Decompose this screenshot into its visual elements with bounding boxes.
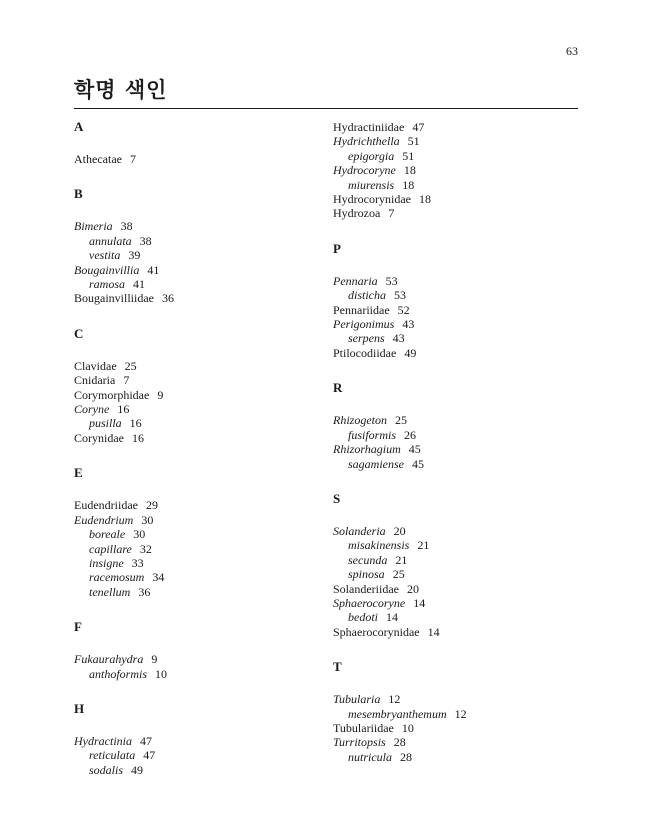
page-reference: 39 <box>128 248 141 263</box>
taxon-name: Turritopsis <box>333 735 386 750</box>
taxon-name: tenellum <box>89 584 131 599</box>
index-entry <box>333 692 573 706</box>
page-reference: 21 <box>395 552 408 567</box>
index-subentry <box>333 331 573 345</box>
index-entry <box>333 134 573 148</box>
index-section <box>333 381 573 471</box>
page-reference: 30 <box>133 527 146 542</box>
taxon-name: Cnidaria <box>74 373 116 388</box>
page-reference: 7 <box>388 206 395 221</box>
taxon-name: mesembryanthemum <box>348 706 447 721</box>
page-reference: 16 <box>117 402 130 417</box>
index-entry <box>74 734 314 748</box>
index-section <box>74 620 314 681</box>
index-section <box>74 327 314 445</box>
index-entry <box>74 388 314 402</box>
section-gap <box>74 445 314 466</box>
taxon-name: Hydrocoryne <box>333 163 396 178</box>
index-subentry <box>333 538 573 552</box>
page-reference: 25 <box>392 567 405 582</box>
page-reference: 33 <box>131 555 144 570</box>
taxon-name: Rhizorhagium <box>333 442 401 457</box>
taxon-name: sodalis <box>89 762 124 777</box>
taxon-name: Perigonimus <box>333 317 395 332</box>
index-entry <box>333 163 573 177</box>
taxon-name: serpens <box>348 331 385 346</box>
page-reference: 45 <box>412 456 424 471</box>
taxon-name: misakinensis <box>348 538 410 553</box>
section-letter: P <box>333 240 341 256</box>
page-reference: 20 <box>393 523 406 538</box>
index-section <box>333 120 573 221</box>
taxon-name: Eudendrium <box>74 512 134 527</box>
index-column-left <box>74 120 314 777</box>
taxon-name: Bimeria <box>74 219 113 234</box>
index-entry <box>74 652 314 666</box>
page-reference: 28 <box>400 749 412 764</box>
index-entry <box>333 206 573 220</box>
taxon-name: Tubulariidae <box>333 720 394 735</box>
index-section <box>333 242 573 360</box>
taxon-name: secunda <box>348 552 388 567</box>
index-subentry <box>333 149 573 163</box>
page-reference: 21 <box>417 538 430 553</box>
index-entry <box>74 513 314 527</box>
section-letter: R <box>333 380 343 396</box>
taxon-name: pusilla <box>89 416 122 431</box>
taxon-name: Fukaurahydra <box>74 652 144 667</box>
section-gap <box>333 639 573 660</box>
page-title: 학명 색인 <box>74 74 578 109</box>
taxon-name: Sphaerocorynidae <box>333 624 420 639</box>
section-gap <box>74 681 314 702</box>
taxon-name: Coryne <box>74 402 110 417</box>
page-reference: 47 <box>140 733 152 748</box>
taxon-name: Corynidae <box>74 430 124 445</box>
taxon-name: boreale <box>89 527 126 542</box>
index-subentry <box>333 567 573 581</box>
index-subentry <box>74 667 314 681</box>
section-letter: F <box>74 619 82 635</box>
index-subentry <box>333 553 573 567</box>
section-letter: C <box>74 325 84 341</box>
index-subentry <box>74 234 314 248</box>
index-subentry <box>333 288 573 302</box>
index-section <box>74 120 314 166</box>
section-gap <box>74 599 314 620</box>
page-reference: 20 <box>406 581 419 596</box>
section-gap <box>333 221 573 242</box>
taxon-name: bedoti <box>348 610 378 625</box>
index-entry <box>333 524 573 538</box>
index-subentry <box>333 178 573 192</box>
index-entry <box>333 192 573 206</box>
page-reference: 9 <box>151 652 158 667</box>
page-reference: 49 <box>131 762 144 777</box>
page-reference: 14 <box>413 595 426 610</box>
section-letter: E <box>74 465 83 481</box>
page-reference: 41 <box>147 262 160 277</box>
index-subentry <box>74 542 314 556</box>
taxon-name: Pennaria <box>333 273 378 288</box>
section-letter: S <box>333 490 341 506</box>
taxon-name: Sphaerocoryne <box>333 595 406 610</box>
index-subentry <box>74 277 314 291</box>
taxon-name: miurensis <box>348 177 395 192</box>
page-number: 63 <box>566 44 578 58</box>
index-entry <box>74 359 314 373</box>
index-subentry <box>74 763 314 777</box>
page-reference: 25 <box>395 413 407 428</box>
page-reference: 18 <box>403 163 416 178</box>
taxon-name: Hydrocorynidae <box>333 192 411 207</box>
section-gap <box>74 306 314 327</box>
page-reference: 26 <box>404 427 417 442</box>
section-gap <box>333 471 573 492</box>
page-reference: 18 <box>418 192 431 207</box>
index-subentry <box>333 428 573 442</box>
index-subentry <box>333 457 573 471</box>
index-entry <box>333 582 573 596</box>
index-entry <box>333 596 573 610</box>
page-reference: 43 <box>402 317 415 332</box>
page-reference: 49 <box>404 345 417 360</box>
taxon-name: Hydractiniidae <box>333 120 405 134</box>
section-gap <box>74 166 314 187</box>
section-gap <box>333 360 573 381</box>
page-reference: 43 <box>392 331 405 346</box>
index-section <box>74 702 314 777</box>
index-entry <box>74 219 314 233</box>
taxon-name: capillare <box>89 541 132 556</box>
page-reference: 30 <box>141 512 154 527</box>
page-reference: 36 <box>138 584 151 599</box>
index-subentry <box>74 585 314 599</box>
taxon-name: Corymorphidae <box>74 387 150 402</box>
page-reference: 28 <box>393 735 406 750</box>
index-entry <box>333 346 573 360</box>
page-reference: 12 <box>454 706 467 721</box>
index-subentry <box>74 527 314 541</box>
index-entry <box>333 625 573 639</box>
index-section <box>333 660 573 764</box>
index-subentry <box>333 750 573 764</box>
index-subentry <box>74 748 314 762</box>
index-subentry <box>74 248 314 262</box>
index-subentry <box>74 416 314 430</box>
page-reference: 7 <box>123 373 130 388</box>
page-reference: 41 <box>133 277 146 292</box>
page-reference: 45 <box>408 442 421 457</box>
page-reference: 47 <box>143 748 156 763</box>
page-reference: 18 <box>402 177 415 192</box>
taxon-name: Pennariidae <box>333 302 390 317</box>
index-entry <box>74 402 314 416</box>
index-subentry <box>74 570 314 584</box>
page-reference: 10 <box>401 720 414 735</box>
taxon-name: Clavidae <box>74 358 117 373</box>
page-reference: 51 <box>402 148 415 163</box>
taxon-name: vestita <box>89 248 121 263</box>
page-reference: 14 <box>386 610 398 625</box>
index-section <box>74 466 314 599</box>
taxon-name: nutricula <box>348 749 392 764</box>
page-reference: 51 <box>407 134 420 149</box>
page-reference: 10 <box>155 666 168 681</box>
page-reference: 47 <box>412 120 425 134</box>
page-reference: 38 <box>139 233 152 248</box>
taxon-name: disticha <box>348 288 386 303</box>
taxon-name: Solanderiidae <box>333 581 399 596</box>
taxon-name: Eudendriidae <box>74 498 138 513</box>
index-entry <box>333 303 573 317</box>
index-section <box>74 187 314 305</box>
page-reference: 16 <box>132 430 144 445</box>
page-reference: 38 <box>120 219 133 234</box>
taxon-name: Rhizogeton <box>333 413 387 428</box>
page-reference: 36 <box>162 291 174 306</box>
taxon-name: Hydrozoa <box>333 206 381 221</box>
page-reference: 29 <box>145 498 158 513</box>
page-reference: 7 <box>129 152 136 166</box>
taxon-name: Bougainvilliidae <box>74 291 154 306</box>
index-entry <box>333 413 573 427</box>
index-section <box>333 492 573 639</box>
index-entry <box>74 263 314 277</box>
taxon-name: Hydrichthella <box>333 134 400 149</box>
page-reference: 16 <box>129 416 142 431</box>
index-entry <box>333 317 573 331</box>
index-entry <box>74 291 314 305</box>
index-entry <box>333 442 573 456</box>
taxon-name: spinosa <box>348 567 385 582</box>
section-letter: A <box>74 119 84 134</box>
page-reference: 53 <box>385 273 398 288</box>
taxon-name: Solanderia <box>333 523 386 538</box>
taxon-name: racemosum <box>89 570 145 585</box>
index-entry <box>333 735 573 749</box>
taxon-name: reticulata <box>89 748 136 763</box>
page-reference: 25 <box>124 358 137 373</box>
taxon-name: Athecatae <box>74 152 122 166</box>
taxon-name: Bougainvillia <box>74 262 140 277</box>
page-reference: 32 <box>139 541 152 556</box>
page-reference: 14 <box>427 624 440 639</box>
page-reference: 52 <box>397 302 410 317</box>
index-entry <box>74 152 314 166</box>
index-column-right <box>333 120 573 764</box>
section-letter: H <box>74 700 85 716</box>
index-entry <box>333 274 573 288</box>
taxon-name: annulata <box>89 233 132 248</box>
taxon-name: epigorgia <box>348 148 395 163</box>
taxon-name: Hydractinia <box>74 733 132 748</box>
index-subentry <box>333 707 573 721</box>
index-entry <box>333 120 573 134</box>
taxon-name: ramosa <box>89 277 126 292</box>
index-entry <box>333 721 573 735</box>
index-entry <box>74 373 314 387</box>
index-subentry <box>333 610 573 624</box>
taxon-name: fusiformis <box>348 427 397 442</box>
page-reference: 34 <box>152 570 165 585</box>
section-letter: B <box>74 186 83 202</box>
section-letter: T <box>333 659 342 675</box>
index-subentry <box>74 556 314 570</box>
taxon-name: Tubularia <box>333 692 381 707</box>
page-reference: 53 <box>394 288 406 303</box>
taxon-name: anthoformis <box>89 666 148 681</box>
taxon-name: sagamiense <box>348 456 404 471</box>
index-entry <box>74 431 314 445</box>
taxon-name: Ptilocodiidae <box>333 345 397 360</box>
taxon-name: insigne <box>89 555 124 570</box>
index-entry <box>74 498 314 512</box>
page-reference: 9 <box>157 387 164 402</box>
page-reference: 12 <box>388 692 401 707</box>
